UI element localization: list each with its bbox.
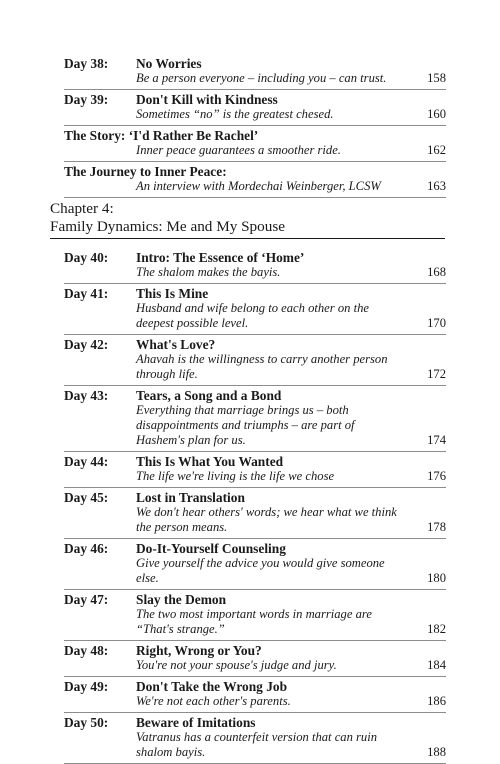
chapter-heading (50, 200, 445, 239)
entry-subtitle: The life we're living is the life we chose (136, 469, 335, 483)
toc-entry (64, 284, 446, 335)
page-number: 178 (427, 520, 446, 534)
entry-title: Don't Kill with Kindness (136, 92, 278, 107)
toc-entry (64, 590, 446, 641)
entry-title: What's Love? (136, 337, 216, 352)
entry-subtitle: Give yourself the advice you would give someone else. (136, 556, 385, 585)
day-label: Day 39: (64, 92, 109, 107)
page-number: 160 (427, 107, 446, 121)
day-label: Day 47: (64, 592, 109, 607)
entry-title: Do-It-Yourself Counseling (136, 541, 286, 556)
toc-entry (64, 386, 446, 452)
day-label: Day 38: (64, 56, 109, 71)
entry-subtitle: We don't hear others' words; we hear what we think the person means. (136, 505, 397, 534)
day-label: Day 42: (64, 337, 109, 352)
day-label: Day 40: (64, 250, 109, 265)
day-label: Day 46: (64, 541, 109, 556)
toc-entry (64, 488, 446, 539)
entry-title: No Worries (136, 56, 202, 71)
day-label: Day 48: (64, 643, 109, 658)
day-label: Day 41: (64, 286, 109, 301)
toc-entry (64, 641, 446, 677)
entry-title: Intro: The Essence of ‘Home’ (136, 250, 305, 265)
toc-entry (64, 677, 446, 713)
page-number: 188 (427, 745, 446, 759)
entry-subtitle: The shalom makes the bayis. (136, 265, 281, 279)
day-label: Day 44: (64, 454, 109, 469)
toc-entry (64, 335, 446, 386)
page-number: 174 (427, 433, 446, 447)
toc-chapter-section (64, 250, 446, 764)
entry-subtitle: Sometimes “no” is the greatest chesed. (136, 107, 334, 121)
page-number: 170 (427, 316, 446, 330)
page-number: 168 (427, 265, 446, 279)
entry-subtitle: Husband and wife belong to each other on the deepest possible level. (136, 301, 369, 330)
toc-entry (64, 713, 446, 764)
chapter-title: Family Dynamics: Me and My Spouse (50, 218, 445, 239)
toc-story-entry (64, 162, 446, 198)
page-number: 158 (427, 71, 446, 85)
entry-subtitle: Everything that marriage brings us – both disappointments and triumphs – are part of Hashem's plan for us. (136, 403, 355, 447)
day-label: Day 50: (64, 715, 109, 730)
page-number: 172 (427, 367, 446, 381)
day-label: Day 45: (64, 490, 109, 505)
entry-subtitle: An interview with Mordechai Weinberger, LCSW (136, 179, 381, 193)
toc-story-entry (64, 126, 446, 162)
entry-subtitle: Inner peace guarantees a smoother ride. (136, 143, 341, 157)
day-label: Day 43: (64, 388, 109, 403)
entry-title: Beware of Imitations (136, 715, 256, 730)
entry-title: Tears, a Song and a Bond (136, 388, 282, 403)
entry-title: Lost in Translation (136, 490, 245, 505)
entry-subtitle: Be a person everyone – including you – can trust. (136, 71, 387, 85)
entry-subtitle: We're not each other's parents. (136, 694, 291, 708)
entry-title: Don't Take the Wrong Job (136, 679, 288, 694)
toc-entry (64, 250, 446, 284)
chapter-label: Chapter 4: (50, 200, 114, 217)
toc-entry (64, 452, 446, 488)
toc-top-section (64, 56, 446, 198)
page-number: 162 (427, 143, 446, 157)
page-number: 163 (427, 179, 446, 193)
entry-subtitle: Ahavah is the willingness to carry another person through life. (136, 352, 388, 381)
day-label: Day 49: (64, 679, 109, 694)
entry-title: The Journey to Inner Peace: (64, 164, 227, 179)
entry-title: This Is Mine (136, 286, 209, 301)
entry-subtitle: You're not your spouse's judge and jury. (136, 658, 337, 672)
entry-subtitle: The two most important words in marriage are “That's strange.” (136, 607, 372, 636)
entry-subtitle: Vatranus has a counterfeit version that can ruin shalom bayis. (136, 730, 378, 759)
page-number: 184 (427, 658, 446, 672)
page-number: 186 (427, 694, 446, 708)
toc-entry (64, 90, 446, 126)
entry-title: Right, Wrong or You? (136, 643, 262, 658)
page-number: 182 (427, 622, 446, 636)
toc-entry (64, 539, 446, 590)
toc-entry (64, 56, 446, 90)
entry-title: This Is What You Wanted (136, 454, 284, 469)
entry-title: The Story: ‘I'd Rather Be Rachel’ (64, 128, 259, 143)
page-number: 176 (427, 469, 446, 483)
page-number: 180 (427, 571, 446, 585)
entry-title: Slay the Demon (136, 592, 227, 607)
